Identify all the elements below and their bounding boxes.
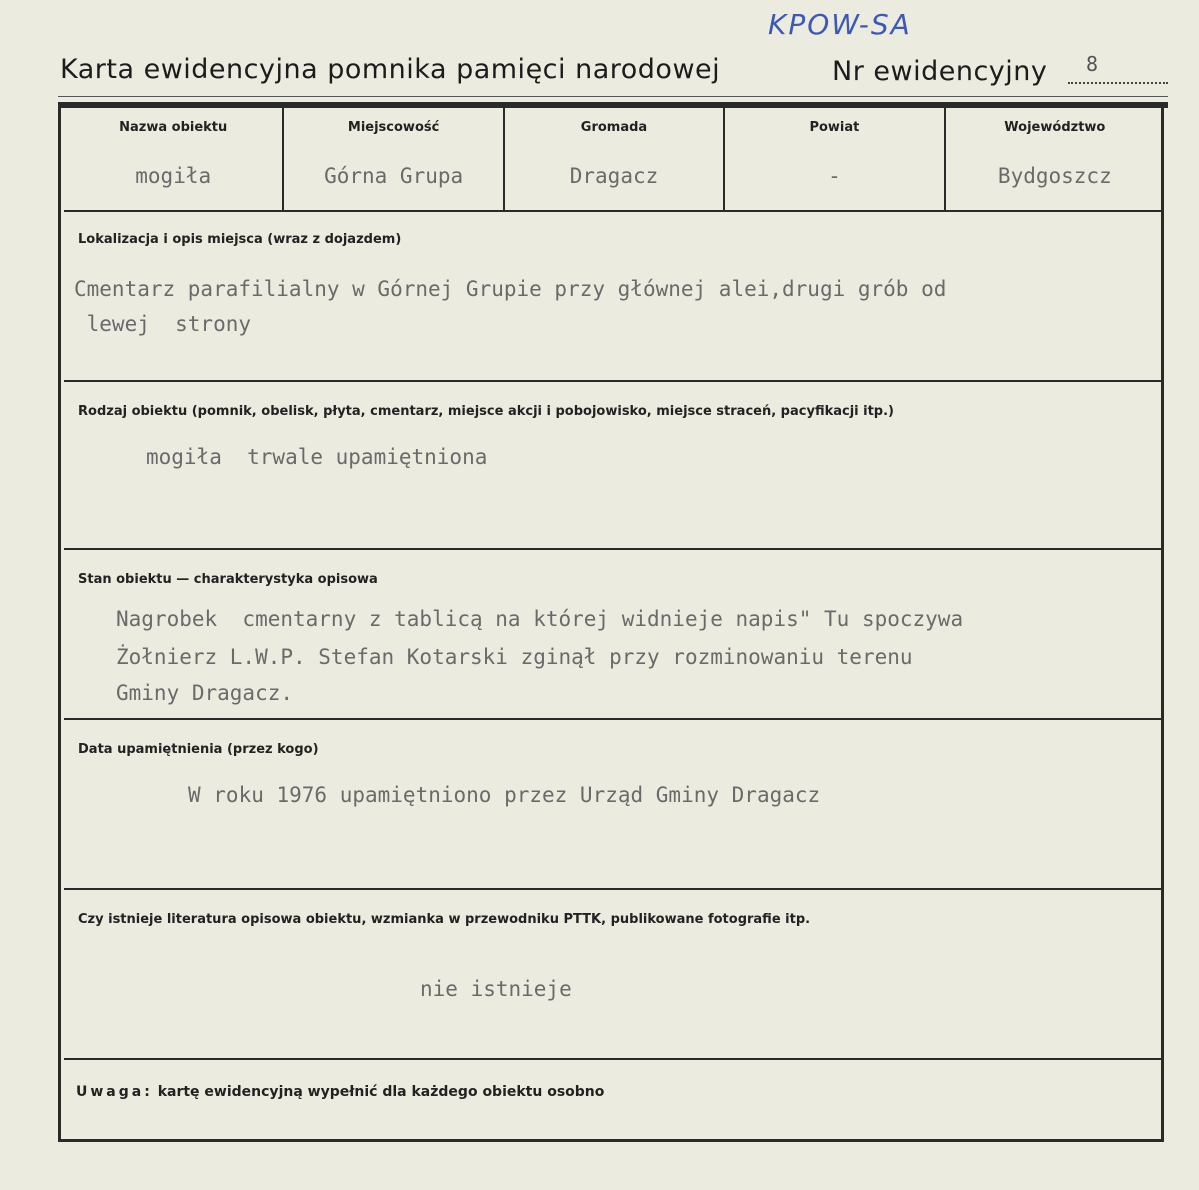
section-location: [64, 210, 1164, 382]
column-commune: [505, 108, 725, 210]
section-commemoration-date: [64, 720, 1164, 890]
handwritten-reference-note: KPOW-SA: [768, 8, 912, 41]
footer-note-prefix: Uwaga:: [76, 1084, 153, 1100]
section-text-line: lewej strony: [74, 312, 252, 336]
section-literature: [64, 890, 1164, 1060]
section-text-line: mogiła trwale upamiętniona: [146, 445, 488, 469]
column-locality: [284, 108, 504, 210]
footer-note: [76, 1084, 604, 1100]
column-label: Nazwa obiektu: [119, 120, 228, 135]
object-header-row: [64, 108, 1164, 212]
record-number-label: Nr ewidencyjny: [832, 56, 1048, 87]
title-rule: [58, 96, 1168, 97]
section-label: Rodzaj obiektu (pomnik, obelisk, płyta, cmentarz, miejsce akcji i pobojowisko, miejsce straceń, pacyfikacji itp.): [78, 404, 894, 419]
section-text-line: Cmentarz parafilialny w Górnej Grupie przy głównej alei,drugi grób od: [74, 277, 947, 301]
section-text-line: Gminy Dragacz.: [116, 681, 294, 705]
column-object-name: [64, 108, 284, 210]
record-number-dotted-line: [1068, 82, 1168, 84]
column-label: Województwo: [1004, 120, 1106, 135]
section-text-line: nie istnieje: [420, 977, 572, 1001]
column-county: [725, 108, 945, 210]
section-label: Lokalizacja i opis miejsca (wraz z dojazdem): [78, 232, 402, 247]
section-label: Data upamiętnienia (przez kogo): [78, 742, 319, 757]
column-label: Powiat: [809, 120, 860, 135]
column-label: Miejscowość: [347, 120, 440, 135]
column-value: Górna Grupa: [324, 164, 464, 188]
form-title: Karta ewidencyjna pomnika pamięci narodowej: [60, 54, 721, 85]
column-voivodeship: [946, 108, 1164, 210]
section-object-type: [64, 382, 1164, 550]
column-label: Gromada: [580, 120, 648, 135]
column-value: Dragacz: [569, 164, 659, 188]
record-number-value: 8: [1086, 52, 1099, 76]
column-value: Bydgoszcz: [997, 164, 1112, 188]
section-text-line: Żołnierz L.W.P. Stefan Kotarski zginął przy rozminowaniu terenu: [116, 645, 913, 669]
section-label: Stan obiektu — charakterystyka opisowa: [78, 572, 378, 587]
section-object-condition: [64, 550, 1164, 720]
section-text-line: W roku 1976 upamiętniono przez Urząd Gminy Dragacz: [188, 783, 821, 807]
footer-note-text: kartę ewidencyjną wypełnić dla każdego obiektu osobno: [157, 1084, 605, 1100]
section-text-line: Nagrobek cmentarny z tablicą na której widnieje napis" Tu spoczywa: [116, 607, 964, 631]
section-label: Czy istnieje literatura opisowa obiektu, wzmianka w przewodniku PTTK, publikowane fotografie itp.: [78, 912, 811, 927]
column-value: -: [828, 164, 841, 188]
column-value: mogiła: [135, 164, 212, 188]
